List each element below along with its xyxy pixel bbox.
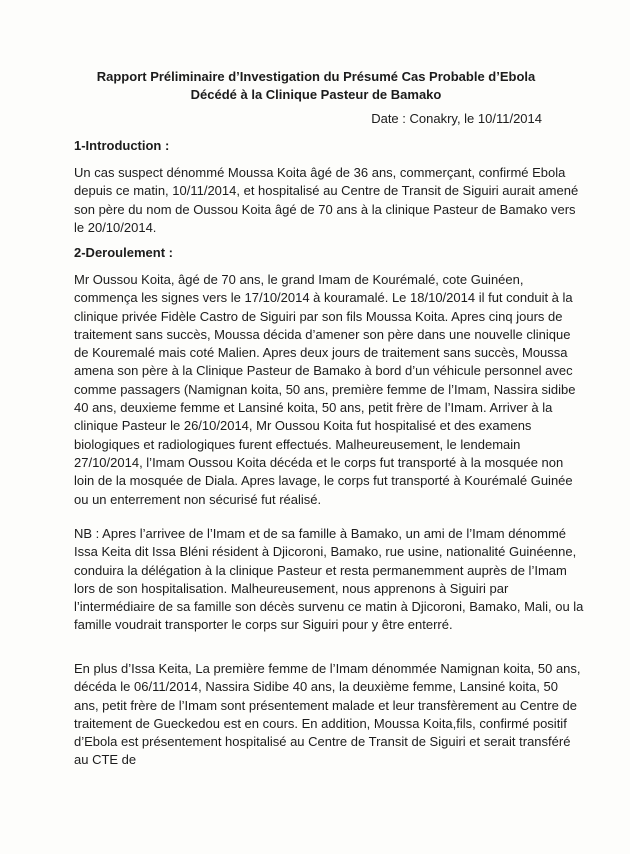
follow-up-paragraph: En plus d’Issa Keita, La première femme de l’Imam dénommée Namignan koita, 50 ans, décéda le 06/11/2014, Nassira Sidibe 40 ans, la deuxième femme, Lansiné koita, 50 ans, petit frère de l’Imam sont présentement malade et leur transfèrement au Centre de traitement de Gueckedou est en cours. En addition, Moussa Koita,fils, confirmé positif d’Ebola est présentement hospitalisé au Centre de Transit de Siguiri et serait transféré au CTE de	[74, 661, 581, 768]
report-date: Date : Conakry, le 10/11/2014	[371, 111, 542, 126]
section-heading-introduction: 1-Introduction :	[74, 138, 170, 153]
deroulement-paragraph: Mr Oussou Koita, âgé de 70 ans, le grand Imam de Kourémalé, cote Guinéen, commença les signes vers le 17/10/2014 à kouramalé. Le 18/10/2014 il fut conduit à la clinique privée Fidèle Castro de Siguiri par son fils Moussa Koita. Apres cinq jours de traitement sans succès, Moussa décida d’amener son père dans une nouvelle clinique de Kouremalé mais coté Malien. Apres deux jours de traitement sans succès, Moussa amena son père à la Clinique Pasteur de Bamako à bord d’un véhicule personnel avec comme passagers (Namignan koita, 50 ans, première femme de l’Imam, Nassira sidibe 40 ans, deuxieme femme et Lansiné koita, 50 ans, petit frère de l’Imam. Arriver à la clinique Pasteur le 26/10/2014, Mr Oussou Koita fut hospitalisé et des examens biologiques et radiologiques furent effectués. Malheureusement, le lendemain 27/10/2014, l’Imam Oussou Koita décéda et le corps fut transporté à la mosquée non loin de la mosquée de Diala. Apres lavage, le corps fut transporté à Kourémalé Guinée ou un enterrement non sécurisé fut réalisé.	[74, 272, 576, 507]
nb-paragraph: NB : Apres l’arrivee de l’Imam et de sa famille à Bamako, un ami de l’Imam dénommé Issa Keita dit Issa Bléni résident à Djicoroni, Bamako, rue usine, nationalité Guinéenne, conduira la délégation à la clinique Pasteur et resta permanemment auprès de l’Imam lors de son hospitalisation. Malheureusement, nous apprenons à Siguiri par l’intermédiaire de sa famille son décès survenu ce matin à Djicoroni, Bamako, Mali, ou la famille voudrait transporter le corps sur Siguiri pour y être enterré.	[74, 526, 584, 633]
introduction-paragraph: Un cas suspect dénommé Moussa Koita âgé de 36 ans, commerçant, confirmé Ebola depuis ce matin, 10/11/2014, et hospitalisé au Centre de Transit de Siguiri aurait amené son père du nom de Oussou Koita âgé de 70 ans à la clinique Pasteur de Bamako vers le 20/10/2014.	[74, 165, 579, 235]
report-title-line-1: Rapport Préliminaire d’Investigation du Présumé Cas Probable d’Ebola	[96, 69, 536, 84]
report-title-line-2: Décédé à la Clinique Pasteur de Bamako	[190, 87, 442, 102]
section-heading-deroulement: 2-Deroulement :	[74, 245, 173, 260]
